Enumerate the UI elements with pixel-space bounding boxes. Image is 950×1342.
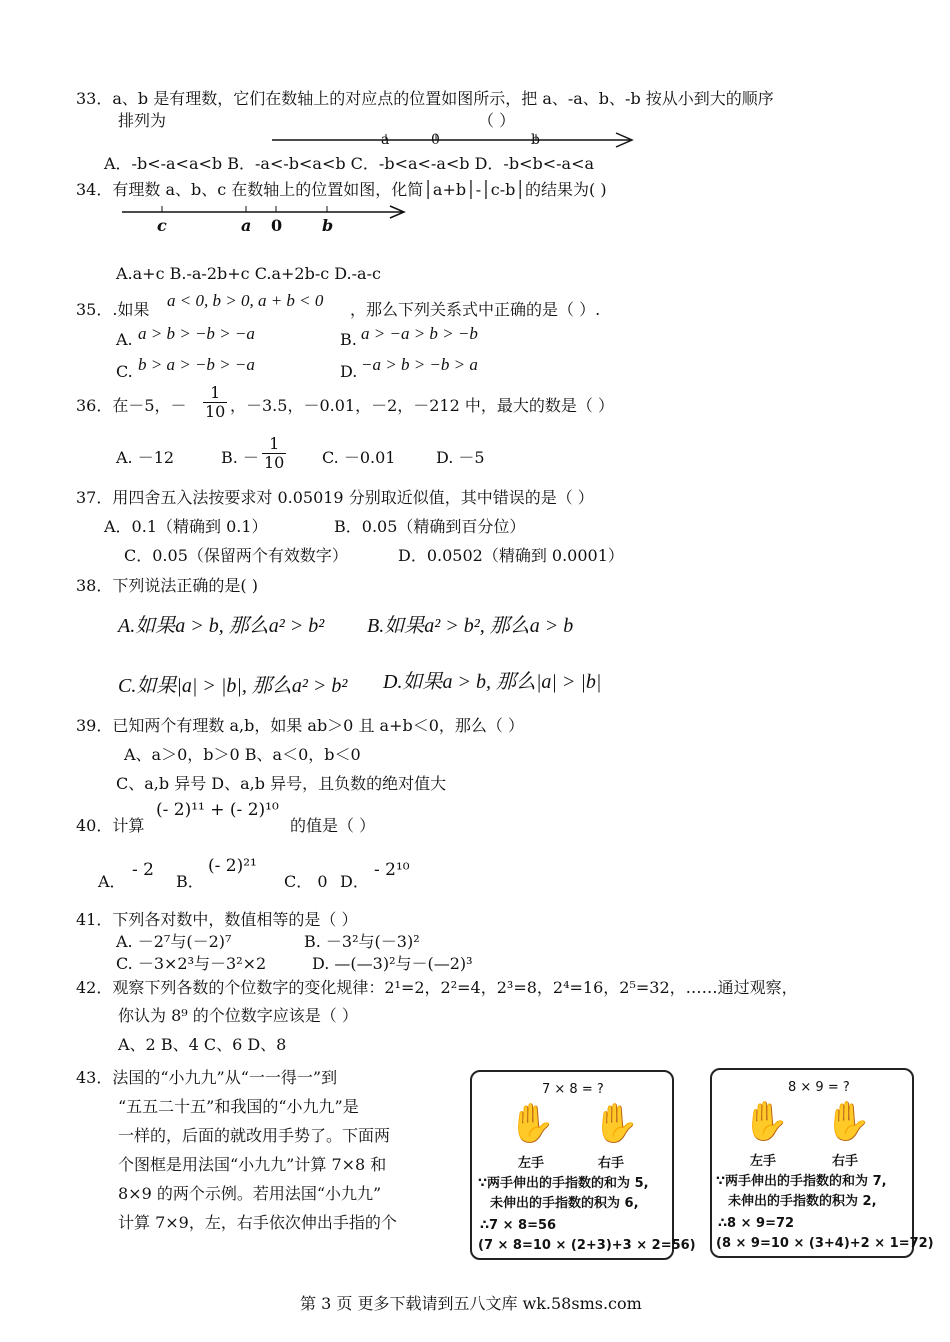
q38-stem: 38．下列说法正确的是( ) bbox=[76, 576, 258, 595]
q33-stem: 33．a、b 是有理数，它们在数轴上的对应点的位置如图所示，把 a、-a、b、-b 按从小到大的顺序 bbox=[76, 89, 774, 108]
box1-right-label: 右手 bbox=[598, 1156, 625, 1171]
q33-number-line bbox=[270, 126, 640, 154]
q40-expression: (- 2)¹¹ + (- 2)¹⁰ bbox=[156, 800, 279, 820]
q43-line: 8×9 的两个示例。若用法国“小九九” bbox=[118, 1184, 382, 1203]
q37-option-d: D．0.0502（精确到 0.0001） bbox=[398, 546, 624, 565]
q35-option-a: a > b > −b > −a bbox=[138, 324, 255, 343]
q39-options-cd: C、a,b 异号 D、a,b 异号，且负数的绝对值大 bbox=[116, 774, 447, 793]
q37-option-b: B．0.05（精确到百分位） bbox=[334, 517, 526, 536]
q43-example-box-7x8 bbox=[470, 1070, 696, 1260]
page-footer: 第 3 页 更多下载请到五八文库 wk.58sms.com bbox=[300, 1294, 642, 1313]
q43-example-box-8x9 bbox=[710, 1068, 934, 1258]
q36-frac-num: 1 bbox=[203, 384, 227, 403]
q35-option-d-label: D. bbox=[340, 362, 358, 381]
right-hand-icon: ✋ bbox=[592, 1101, 640, 1145]
q36-stem-prefix: 36．在－5，－ bbox=[76, 396, 187, 415]
q39-stem: 39．已知两个有理数 a,b，如果 ab＞0 且 a+b＜0，那么（ ） bbox=[76, 716, 524, 735]
q35-stem-suffix: ，那么下列关系式中正确的是（ ）. bbox=[350, 300, 601, 319]
box1-line4: (7 × 8=10 × (2+3)+3 × 2=56) bbox=[478, 1238, 696, 1253]
q34-label-a: a bbox=[241, 216, 252, 235]
q35-condition: a < 0, b > 0, a + b < 0 bbox=[167, 291, 324, 310]
q43-line: 计算 7×9，左，右手依次伸出手指的个 bbox=[118, 1213, 397, 1232]
q34-label-c: c bbox=[157, 216, 167, 235]
q35-option-d: −a > b > −b > a bbox=[361, 355, 478, 374]
box1-left-label: 左手 bbox=[518, 1156, 545, 1171]
q35-option-b: a > −a > b > −b bbox=[361, 324, 478, 343]
q36-option-b-prefix: B. － bbox=[221, 448, 259, 467]
q36-frac-den: 10 bbox=[205, 401, 226, 421]
q35-stem-prefix: 35．.如果 bbox=[76, 300, 150, 319]
box1-line2: 未伸出的手指数的积为 6, bbox=[490, 1196, 639, 1211]
q33-stem-2: 排列为 bbox=[118, 111, 167, 130]
q35-option-a-label: A. bbox=[116, 330, 133, 349]
q36-option-a: A. －12 bbox=[116, 448, 175, 467]
q41-option-d: D. —(—3)²与－(—2)³ bbox=[312, 954, 473, 973]
box2-right-label: 右手 bbox=[832, 1154, 859, 1169]
q33-label-b: b bbox=[531, 132, 540, 148]
q40-option-c: C． 0 bbox=[284, 872, 328, 891]
q43-line: “五五二十五”和我国的“小九九”是 bbox=[118, 1097, 359, 1116]
q43-line: 一样的，后面的就改用手势了。下面两 bbox=[118, 1126, 391, 1145]
q40-stem-prefix: 40．计算 bbox=[76, 816, 145, 835]
q40-option-b-label: B． bbox=[176, 872, 204, 891]
q40-option-d-label: D． bbox=[340, 872, 369, 891]
q42-stem-2: 你认为 8⁹ 的个位数字应该是（ ） bbox=[118, 1006, 358, 1025]
q42-stem: 42．观察下列各数的个位数字的变化规律：2¹=2，2²=4，2³=8，2⁴=16，2⁵=32，……通过观察， bbox=[76, 978, 798, 997]
q36-optb-num: 1 bbox=[262, 435, 286, 454]
q35-option-c-label: C. bbox=[116, 362, 133, 381]
q36-option-d: D. －5 bbox=[436, 448, 485, 467]
q35-option-b-label: B. bbox=[340, 330, 357, 349]
q42-options: A、2 B、4 C、6 D、8 bbox=[118, 1035, 287, 1054]
q33-label-a: a bbox=[381, 132, 390, 148]
box2-line2: 未伸出的手指数的积为 2, bbox=[728, 1194, 877, 1209]
q33-options: A．-b<-a<a<b B．-a<-b<a<b C．-b<a<-a<b D．-b<b<-a<a bbox=[104, 154, 595, 173]
q43-line: 43．法国的“小九九”从“一一得一”到 bbox=[76, 1068, 338, 1087]
q40-option-d: - 2¹⁰ bbox=[374, 860, 410, 880]
q40-stem-suffix: 的值是（ ） bbox=[290, 816, 376, 835]
box2-left-label: 左手 bbox=[750, 1154, 777, 1169]
q41-option-b: B. －3²与(－3)² bbox=[304, 932, 420, 951]
q34-label-0: 0 bbox=[271, 216, 283, 235]
box1-line1: ∵两手伸出的手指数的和为 5, bbox=[478, 1176, 649, 1191]
q41-option-a: A. －2⁷与(－2)⁷ bbox=[116, 932, 232, 951]
q36-option-b-fraction bbox=[262, 435, 286, 471]
q41-option-c: C. －3×2³与－3²×2 bbox=[116, 954, 267, 973]
q36-stem-suffix: ，－3.5，－0.01，－2，－212 中，最大的数是（ ） bbox=[230, 396, 614, 415]
left-hand-icon: ✋ bbox=[742, 1099, 790, 1143]
q36-optb-den: 10 bbox=[264, 452, 285, 472]
q38-option-c: C.如果|a| > |b|, 那么a² > b² bbox=[118, 675, 348, 697]
q39-options-ab: A、a＞0，b＞0 B、a＜0，b＜0 bbox=[124, 745, 361, 764]
left-hand-icon: ✋ bbox=[508, 1101, 556, 1145]
q38-option-b: B.如果a² > b², 那么a > b bbox=[367, 615, 574, 637]
q37-stem: 37．用四舍五入法按要求对 0.05019 分别取近似值，其中错误的是（ ） bbox=[76, 488, 594, 507]
q36-option-c: C. －0.01 bbox=[322, 448, 396, 467]
box2-line1: ∵两手伸出的手指数的和为 7, bbox=[716, 1174, 887, 1189]
q43-text bbox=[76, 1063, 397, 1237]
box2-line3: ∴8 × 9=72 bbox=[718, 1216, 795, 1231]
q40-option-a: - 2 bbox=[132, 860, 154, 880]
q33-answer-paren: （ ） bbox=[478, 111, 516, 130]
q37-option-c: C．0.05（保留两个有效数字） bbox=[124, 546, 348, 565]
q35-option-c: b > a > −b > −a bbox=[138, 355, 255, 374]
q34-stem: 34．有理数 a、b、c 在数轴上的位置如图，化简│a+b│-│c-b│的结果为( ) bbox=[76, 180, 607, 199]
q34-options: A.a+c B.-a-2b+c C.a+2b-c D.-a-c bbox=[116, 264, 381, 283]
q36-fraction bbox=[203, 384, 227, 420]
box2-line4: (8 × 9=10 × (3+4)+2 × 1=72) bbox=[716, 1236, 934, 1251]
q43-line: 个图框是用法国“小九九”计算 7×8 和 bbox=[118, 1155, 387, 1174]
q37-option-a: A．0.1（精确到 0.1） bbox=[104, 517, 268, 536]
q40-option-a-label: A． bbox=[98, 872, 126, 891]
q34-label-b: b bbox=[322, 216, 334, 235]
q38-option-a: A.如果a > b, 那么a² > b² bbox=[118, 615, 325, 637]
q33-label-0: 0 bbox=[431, 132, 440, 148]
box2-title: 8 × 9 = ? bbox=[788, 1080, 850, 1095]
q40-option-b: (- 2)²¹ bbox=[208, 856, 257, 876]
q41-stem: 41．下列各对数中，数值相等的是（ ） bbox=[76, 910, 358, 929]
q38-option-d: D.如果a > b, 那么|a| > |b| bbox=[383, 671, 602, 693]
box1-line3: ∴7 × 8=56 bbox=[480, 1218, 557, 1233]
right-hand-icon: ✋ bbox=[824, 1099, 872, 1143]
box1-title: 7 × 8 = ? bbox=[542, 1082, 604, 1097]
